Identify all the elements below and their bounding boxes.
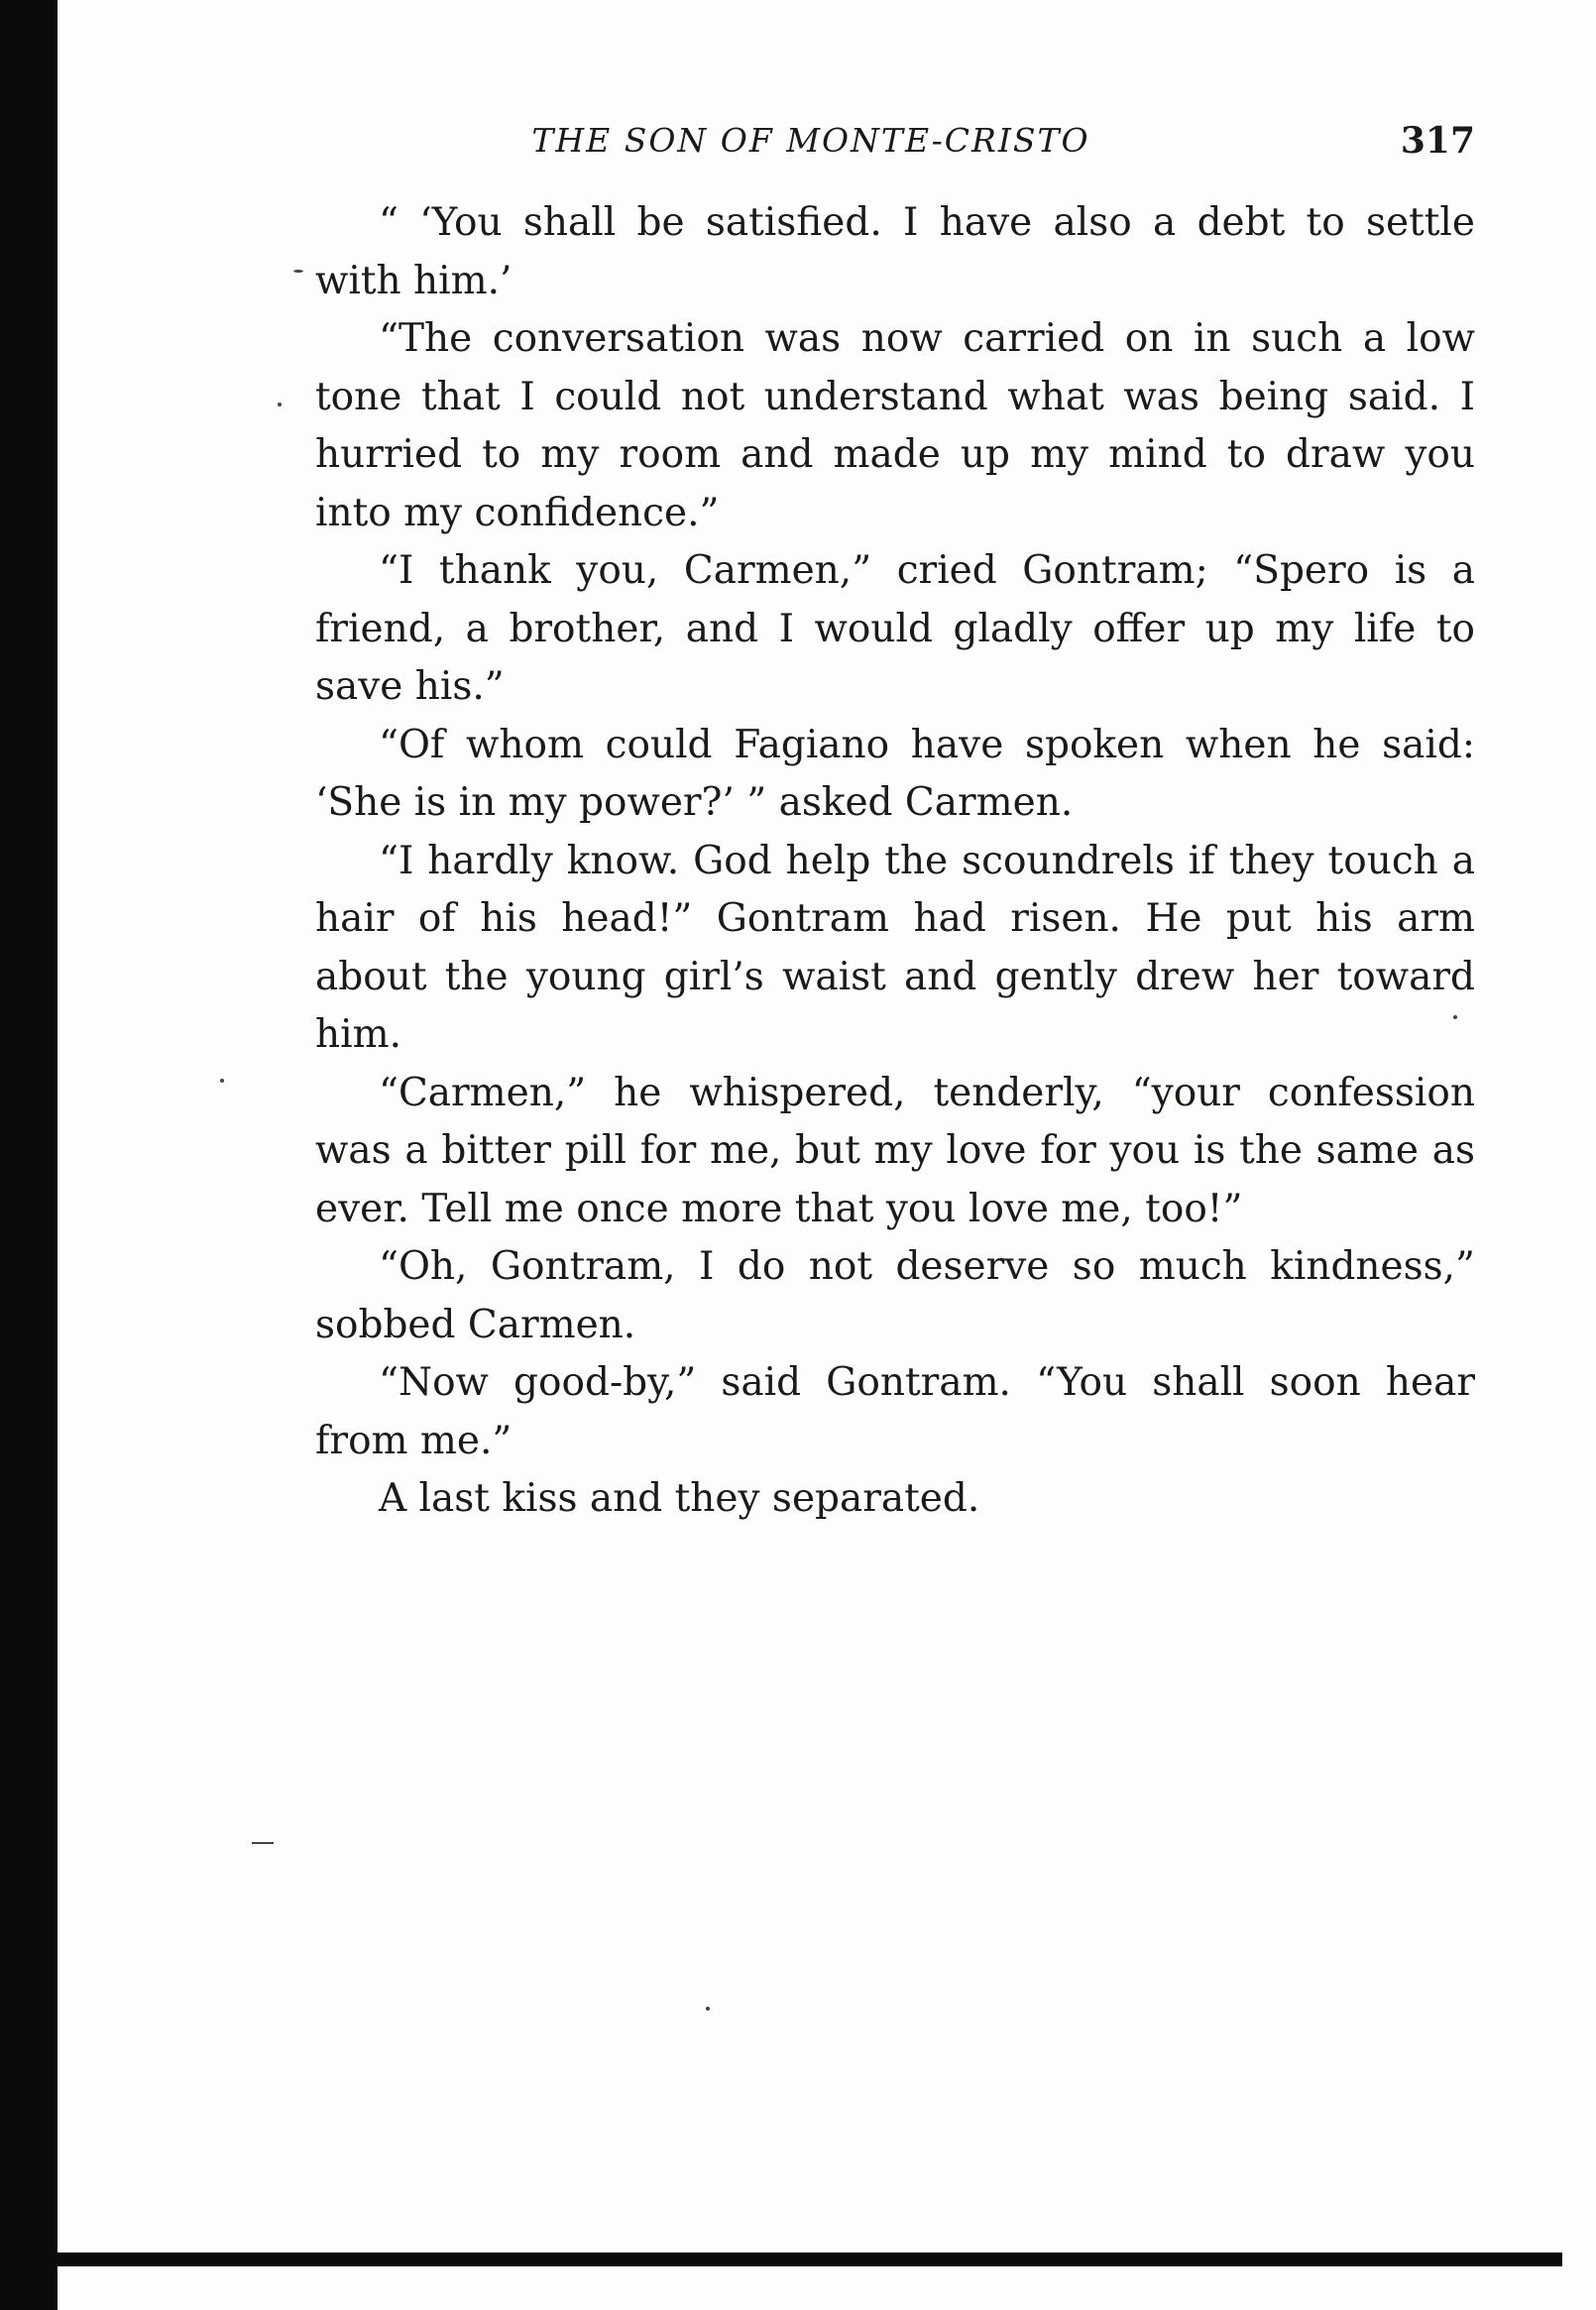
paragraph-4: “Of whom could Fagiano have spoken when he said: ‘She is in my power?’ ” asked Carmen.: [315, 722, 1475, 825]
paragraph-8: “Now good-by,” said Gontram. “You shall soon hear from me.”: [315, 1360, 1475, 1463]
paragraph-2: “The conversation was now carried on in such a low tone that I could not understand what was being said. I hurried to my room and made up my mind to draw you into my confidence.”: [315, 316, 1475, 535]
scan-speck: [252, 1842, 274, 1844]
paragraph-7: “Oh, Gontram, I do not deserve so much kindness,” sobbed Carmen.: [315, 1244, 1475, 1347]
scan-speck: [293, 270, 303, 273]
scan-bottom-edge: [0, 2252, 1562, 2266]
page-number: 317: [1400, 120, 1475, 162]
scan-binding-edge: [0, 0, 57, 2310]
running-head: [315, 111, 1475, 171]
paragraph-6: “Carmen,” he whispered, tenderly, “your confession was a bitter pill for me, but my love for you is the same as ever. Tell me once more that you love me, too!”: [315, 1070, 1475, 1231]
running-title: THE SON OF MONTE-CRISTO: [531, 121, 1090, 160]
scan-speck: [220, 1079, 224, 1083]
paragraph-9: A last kiss and they separated.: [379, 1476, 980, 1521]
scan-speck: [706, 2007, 710, 2011]
paragraph-3: “I thank you, Carmen,” cried Gontram; “Spero is a friend, a brother, and I would gladly offer up my life to save his.”: [315, 548, 1475, 709]
paragraph-1: “ ‘You shall be satisfied. I have also a debt to settle with him.’: [315, 200, 1475, 303]
scan-speck: [278, 403, 282, 406]
body-text: [315, 194, 1475, 1529]
scan-speck: [1453, 1015, 1457, 1019]
paragraph-5: “I hardly know. God help the scoundrels if they touch a hair of his head!” Gontram had risen. He put his arm about the young girl’s waist and gently drew her toward him.: [315, 838, 1475, 1057]
